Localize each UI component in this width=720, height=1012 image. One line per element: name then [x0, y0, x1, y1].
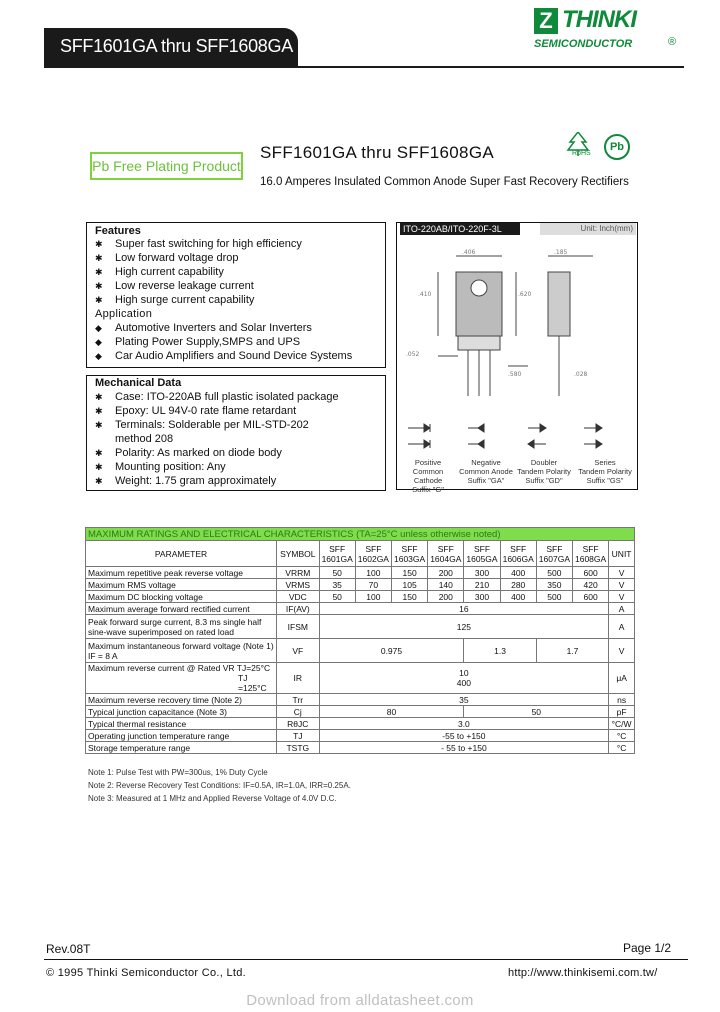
note-2: Note 2: Reverse Recovery Test Conditions: IF=0.5A, IR=1.0A, IRR=0.25A.: [88, 781, 351, 790]
config-positive: Positive Common Cathode Suffix "G": [412, 458, 444, 494]
col-part: SFF 1608GA: [573, 541, 609, 567]
application-item: ◆ Plating Power Supply,SMPS and UPS: [95, 336, 301, 348]
ratings-table: [85, 527, 635, 754]
svg-text:.028: .028: [574, 371, 588, 378]
col-unit: UNIT: [609, 541, 635, 567]
mechanical-item: ✱ Terminals: Solderable per MIL-STD-202: [95, 419, 309, 431]
polarity-diagrams: [400, 420, 636, 458]
application-item: ◆ Car Audio Amplifiers and Sound Device Systems: [95, 350, 353, 362]
application-item: ◆ Automotive Inverters and Solar Inverters: [95, 322, 312, 334]
feature-item: ✱ Super fast switching for high efficiency: [95, 238, 302, 250]
svg-text:.185: .185: [554, 249, 568, 256]
mechanical-item: ✱ Weight: 1.75 gram approximately: [95, 475, 277, 487]
col-part: SFF 1607GA: [536, 541, 572, 567]
copyright: © 1995 Thinki Semiconductor Co., Ltd.: [46, 967, 246, 979]
page-subtitle: 16.0 Amperes Insulated Common Anode Super Fast Recovery Rectifiers: [260, 176, 629, 188]
feature-item: ✱ High current capability: [95, 266, 224, 278]
table-row: Peak forward surge current, 8.3 ms single half sine-wave superimposed on rated load IFSM 125 A: [86, 615, 635, 639]
table-row: Operating junction temperature range TJ -55 to +150 °C: [86, 730, 635, 742]
pb-free-badge: Pb Free Plating Product: [90, 152, 243, 180]
feature-item: ✱ High surge current capability: [95, 294, 255, 306]
mechanical-method: method 208: [115, 433, 174, 445]
feature-item: ✱ Low forward voltage drop: [95, 252, 239, 264]
company-url[interactable]: http://www.thinkisemi.com.tw/: [508, 967, 658, 979]
footer-rule: [44, 959, 688, 960]
mechanical-heading: Mechanical Data: [95, 377, 182, 389]
col-part: SFF 1603GA: [391, 541, 427, 567]
mechanical-box: [86, 375, 386, 491]
mechanical-item: ✱ Case: ITO-220AB full plastic isolated package: [95, 391, 339, 403]
watermark: Download from alldatasheet.com: [246, 992, 474, 1009]
col-part: SFF 1602GA: [355, 541, 391, 567]
svg-text:.052: .052: [406, 351, 420, 358]
svg-text:.620: .620: [518, 291, 532, 298]
registered-mark: ®: [668, 36, 677, 48]
header-title: SFF1601GA thru SFF1608GA: [60, 36, 293, 56]
table-row: Storage temperature range TSTG - 55 to +150 °C: [86, 742, 635, 754]
logo-subtitle: SEMICONDUCTOR: [534, 38, 633, 50]
mechanical-item: ✱ Epoxy: UL 94V-0 rate flame retardant: [95, 405, 297, 417]
table-row: Maximum DC blocking voltage VDC 50 100 150 200 300 400 500 600 V: [86, 591, 635, 603]
page-number: Page 1/2: [623, 941, 672, 955]
package-title: ITO-220AB/ITO-220F-3L: [400, 223, 520, 235]
config-series: Series Tandem Polarity Suffix "GS": [578, 458, 632, 485]
col-part: SFF 1604GA: [428, 541, 464, 567]
col-symbol: SYMBOL: [277, 541, 320, 567]
package-outline-drawing: [398, 236, 636, 416]
note-3: Note 3: Measured at 1 MHz and Applied Reverse Voltage of 4.0V D.C.: [88, 794, 337, 803]
col-parameter: PARAMETER: [86, 541, 277, 567]
thinki-logo-icon: Z: [534, 8, 558, 34]
features-box: [86, 222, 386, 368]
mechanical-item: ✱ Mounting position: Any: [95, 461, 226, 473]
config-negative: Negative Common Anode Suffix "GA": [459, 458, 513, 485]
table-row: Maximum reverse recovery time (Note 2) Trr 35 ns: [86, 694, 635, 706]
features-heading: Features: [95, 225, 141, 237]
table-row: Maximum repetitive peak reverse voltage VRRM 50 100 150 200 300 400 500 600 V: [86, 567, 635, 579]
col-part: SFF 1606GA: [500, 541, 536, 567]
note-1: Note 1: Pulse Test with PW=300us, 1% Duty Cycle: [88, 768, 268, 777]
mechanical-item: ✱ Polarity: As marked on diode body: [95, 447, 282, 459]
header-rule: [44, 66, 684, 68]
package-unit: Unit: Inch(mm): [540, 223, 636, 235]
table-row: Typical thermal resistance RθJC 3.0 °C/W: [86, 718, 635, 730]
table-row: Maximum average forward rectified current IF(AV) 16 A: [86, 603, 635, 615]
table-row: Maximum reverse current @ Rated VR TJ=25°C TJ =125°C IR 10 400 μA: [86, 663, 635, 694]
svg-text:.580: .580: [508, 371, 522, 378]
logo-name: THINKI: [562, 6, 636, 33]
page-title: SFF1601GA thru SFF1608GA: [260, 143, 494, 162]
application-heading: Application: [95, 308, 153, 320]
col-part: SFF 1601GA: [319, 541, 355, 567]
svg-text:.406: .406: [462, 249, 476, 256]
revision: Rev.08T: [46, 942, 91, 956]
feature-item: ✱ Low reverse leakage current: [95, 280, 254, 292]
table-row: Maximum instantaneous forward voltage (Note 1) IF = 8 A VF 0.975 1.3 1.7 V: [86, 639, 635, 663]
table-row: Maximum RMS voltage VRMS 35 70 105 140 210 280 350 420 V: [86, 579, 635, 591]
config-doubler: Doubler Tandem Polarity Suffix "GD": [517, 458, 571, 485]
pb-free-icon: Pb: [604, 134, 630, 160]
table-header: MAXIMUM RATINGS AND ELECTRICAL CHARACTERISTICS (TA=25°C unless otherwise noted): [86, 528, 635, 541]
rohs-label: RoHS: [572, 150, 591, 157]
table-row: Typical junction capacitance (Note 3) Cj 80 50 pF: [86, 706, 635, 718]
col-part: SFF 1605GA: [464, 541, 500, 567]
svg-text:.410: .410: [418, 291, 432, 298]
